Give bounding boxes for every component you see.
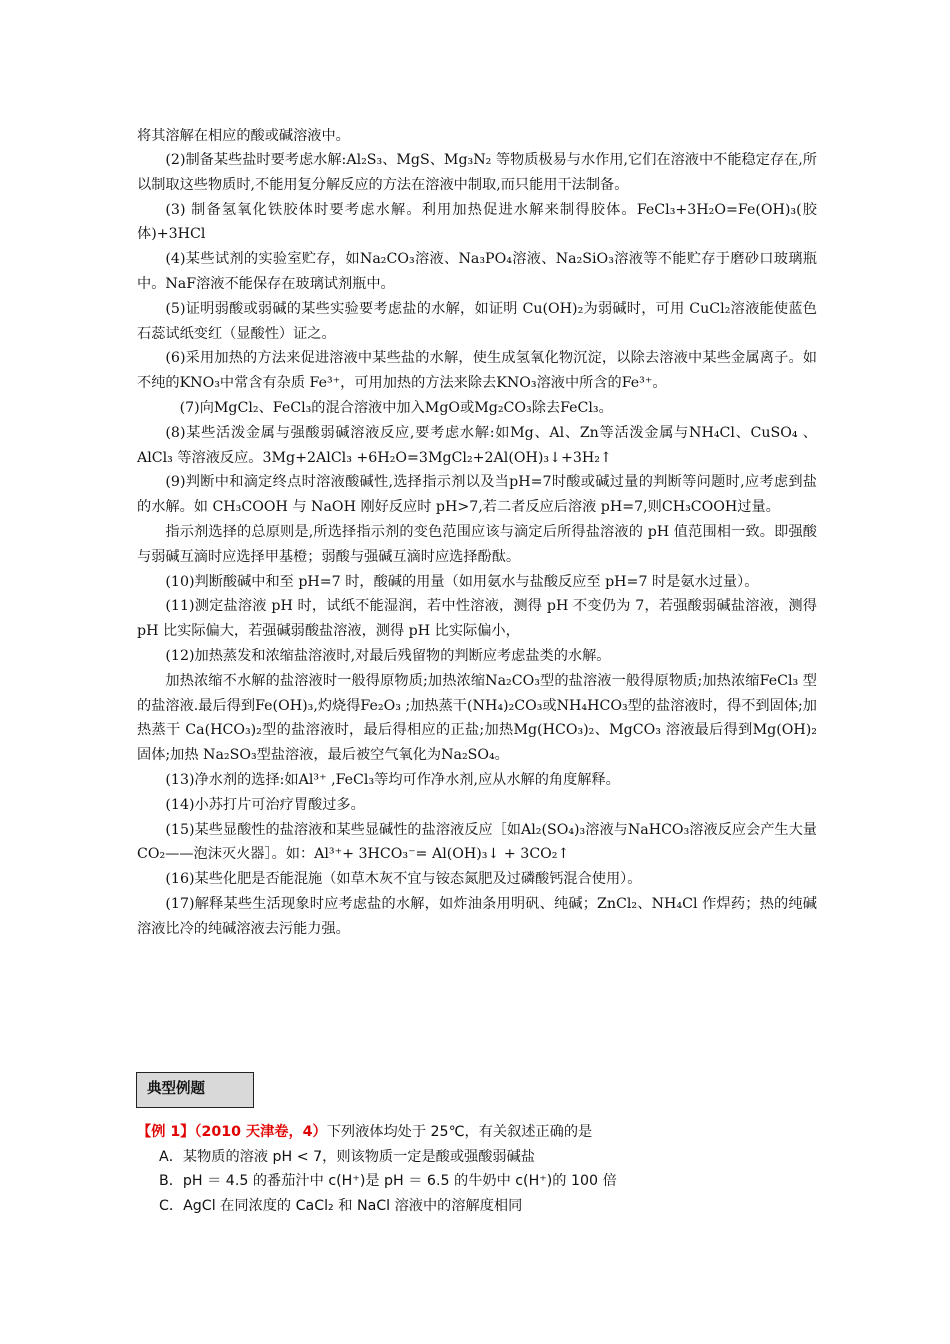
paragraph-7: (7)向MgCl₂、FeCl₃的混合溶液中加入MgO或Mg₂CO₃除去FeCl₃。 (179, 399, 613, 416)
paragraph-17: (17)解释某些生活现象时应考虑盐的水解，如炸油条用明矾、纯碱；ZnCl₂、NH₄Cl 作焊药；热的纯碱溶液比冷的纯碱溶液去污能力强。 (137, 895, 817, 937)
paragraph-10: (10)判断酸碱中和至 pH=7 时，酸碱的用量（如用氨水与盐酸反应至 pH=7 时是氨水过量）。 (165, 573, 759, 590)
paragraph-5: (5)证明弱酸或弱碱的某些实验要考虑盐的水解，如证明 Cu(OH)₂为弱碱时，可用 CuCl₂溶液能使蓝色石蕊试纸变红（显酸性）证之。 (137, 300, 817, 342)
paragraph-11: (11)测定盐溶液 pH 时，试纸不能湿润，若中性溶液，测得 pH 不变仍为 7，若强酸弱碱盐溶液，测得 pH 比实际偏大，若强碱弱酸盐溶液，测得 pH 比实际偏小， (137, 598, 817, 640)
example-stem: 下列液体均处于 25℃，有关叙述正确的是 (326, 1124, 593, 1140)
paragraph-13: (13)净水剂的选择:如Al³⁺ ,FeCl₃等均可作净水剂,应从水解的角度解释。 (165, 771, 620, 788)
body-text (137, 148, 817, 942)
example-block (137, 1120, 837, 1218)
paragraph-14: (14)小苏打片可治疗胃酸过多。 (165, 796, 365, 813)
paragraph-3: (3) 制备氢氧化铁胶体时要考虑水解。利用加热促进水解来制得胶体。FeCl₃+3H₂O=Fe(OH)₃(胶体)+3HCl (137, 201, 817, 243)
option-a: A．某物质的溶液 pH < 7，则该物质一定是酸或强酸弱碱盐 (159, 1148, 535, 1165)
option-b: B．pH ＝ 4.5 的番茄汁中 c(H⁺)是 pH ＝ 6.5 的牛奶中 c(H⁺)的 100 倍 (159, 1173, 617, 1189)
option-c: C．AgCl 在同浓度的 CaCl₂ 和 NaCl 溶液中的溶解度相同 (159, 1197, 523, 1214)
paragraph-6: (6)采用加热的方法来促进溶液中某些盐的水解，使生成氢氧化物沉淀，以除去溶液中某些金属离子。如不纯的KNO₃中常含有杂质 Fe³⁺，可用加热的方法来除去KNO₃溶液中所含的Fe³⁺。 (137, 350, 817, 392)
paragraph-8: (8)某些活泼金属与强酸弱碱溶液反应,要考虑水解:如Mg、Al、Zn等活泼金属与NH₄Cl、CuSO₄ 、AlCl₃ 等溶液反应。3Mg+2AlCl₃ +6H₂O=3MgCl₂+2Al(OH)₃↓+3H₂↑ (137, 424, 817, 466)
paragraph-9: (9)判断中和滴定终点时溶液酸碱性,选择指示剂以及当pH=7时酸或碱过量的判断等问题时,应考虑到盐的水解。如 CH₃COOH 与 NaOH 刚好反应时 pH>7,若二者反应后溶液 pH=7,则CH₃COOH过量。 (137, 474, 817, 516)
paragraph-intro: 将其溶解在相应的酸或碱溶液中。 (137, 128, 350, 144)
paragraph-12: (12)加热蒸发和浓缩盐溶液时,对最后残留物的判断应考虑盐类的水解。 (165, 647, 611, 664)
paragraph-indicator: 指示剂选择的总原则是,所选择指示剂的变色范围应该与滴定后所得盐溶液的 pH 值范围相一致。即强酸与弱碱互滴时应选择甲基橙；弱酸与强碱互滴时应选择酚酞。 (137, 523, 817, 565)
paragraph-12-detail: 加热浓缩不水解的盐溶液时一般得原物质;加热浓缩Na₂CO₃型的盐溶液一般得原物质;加热浓缩FeCl₃ 型的盐溶液.最后得到Fe(OH)₃,灼烧得Fe₂O₃ ;加热蒸干(NH₄)₂CO₃或NH₄HCO₃型的盐溶液时，得不到固体;加热蒸干 Ca(HCO₃)₂型的盐溶液时，最后得相应的正盐;加热Mg(HCO₃)₂、MgCO₃ 溶液最后得到Mg(OH)₂ 固体;加热 Na₂SO₃型盐溶液，最后被空气氧化为Na₂SO₄。 (137, 672, 817, 764)
paragraph-16: (16)某些化肥是否能混施（如草木灰不宜与铵态氮肥及过磷酸钙混合使用）。 (165, 871, 642, 888)
paragraph-2: (2)制备某些盐时要考虑水解:Al₂S₃、MgS、Mg₃N₂ 等物质极易与水作用,它们在溶液中不能稳定存在,所以制取这些物质时,不能用复分解反应的方法在溶液中制取,而只能用干法制备。 (137, 152, 817, 193)
example-stem-line (137, 1120, 837, 1145)
section-header: 典型例题 (136, 1072, 254, 1108)
example-source: （2010 天津卷，4） (194, 1124, 327, 1140)
example-tag: 【例 1】 (137, 1124, 195, 1140)
paragraph-4: (4)某些试剂的实验室贮存，如Na₂CO₃溶液、Na₃PO₄溶液、Na₂SiO₃溶液等不能贮存于磨砂口玻璃瓶中。NaF溶液不能保存在玻璃试剂瓶中。 (137, 251, 817, 292)
paragraph-15: (15)某些显酸性的盐溶液和某些显碱性的盐溶液反应［如Al₂(SO₄)₃溶液与NaHCO₃溶液反应会产生大量CO₂——泡沫灭火器］。如：Al³⁺+ 3HCO₃⁻= Al(OH)₃↓ + 3CO₂↑ (137, 821, 817, 863)
